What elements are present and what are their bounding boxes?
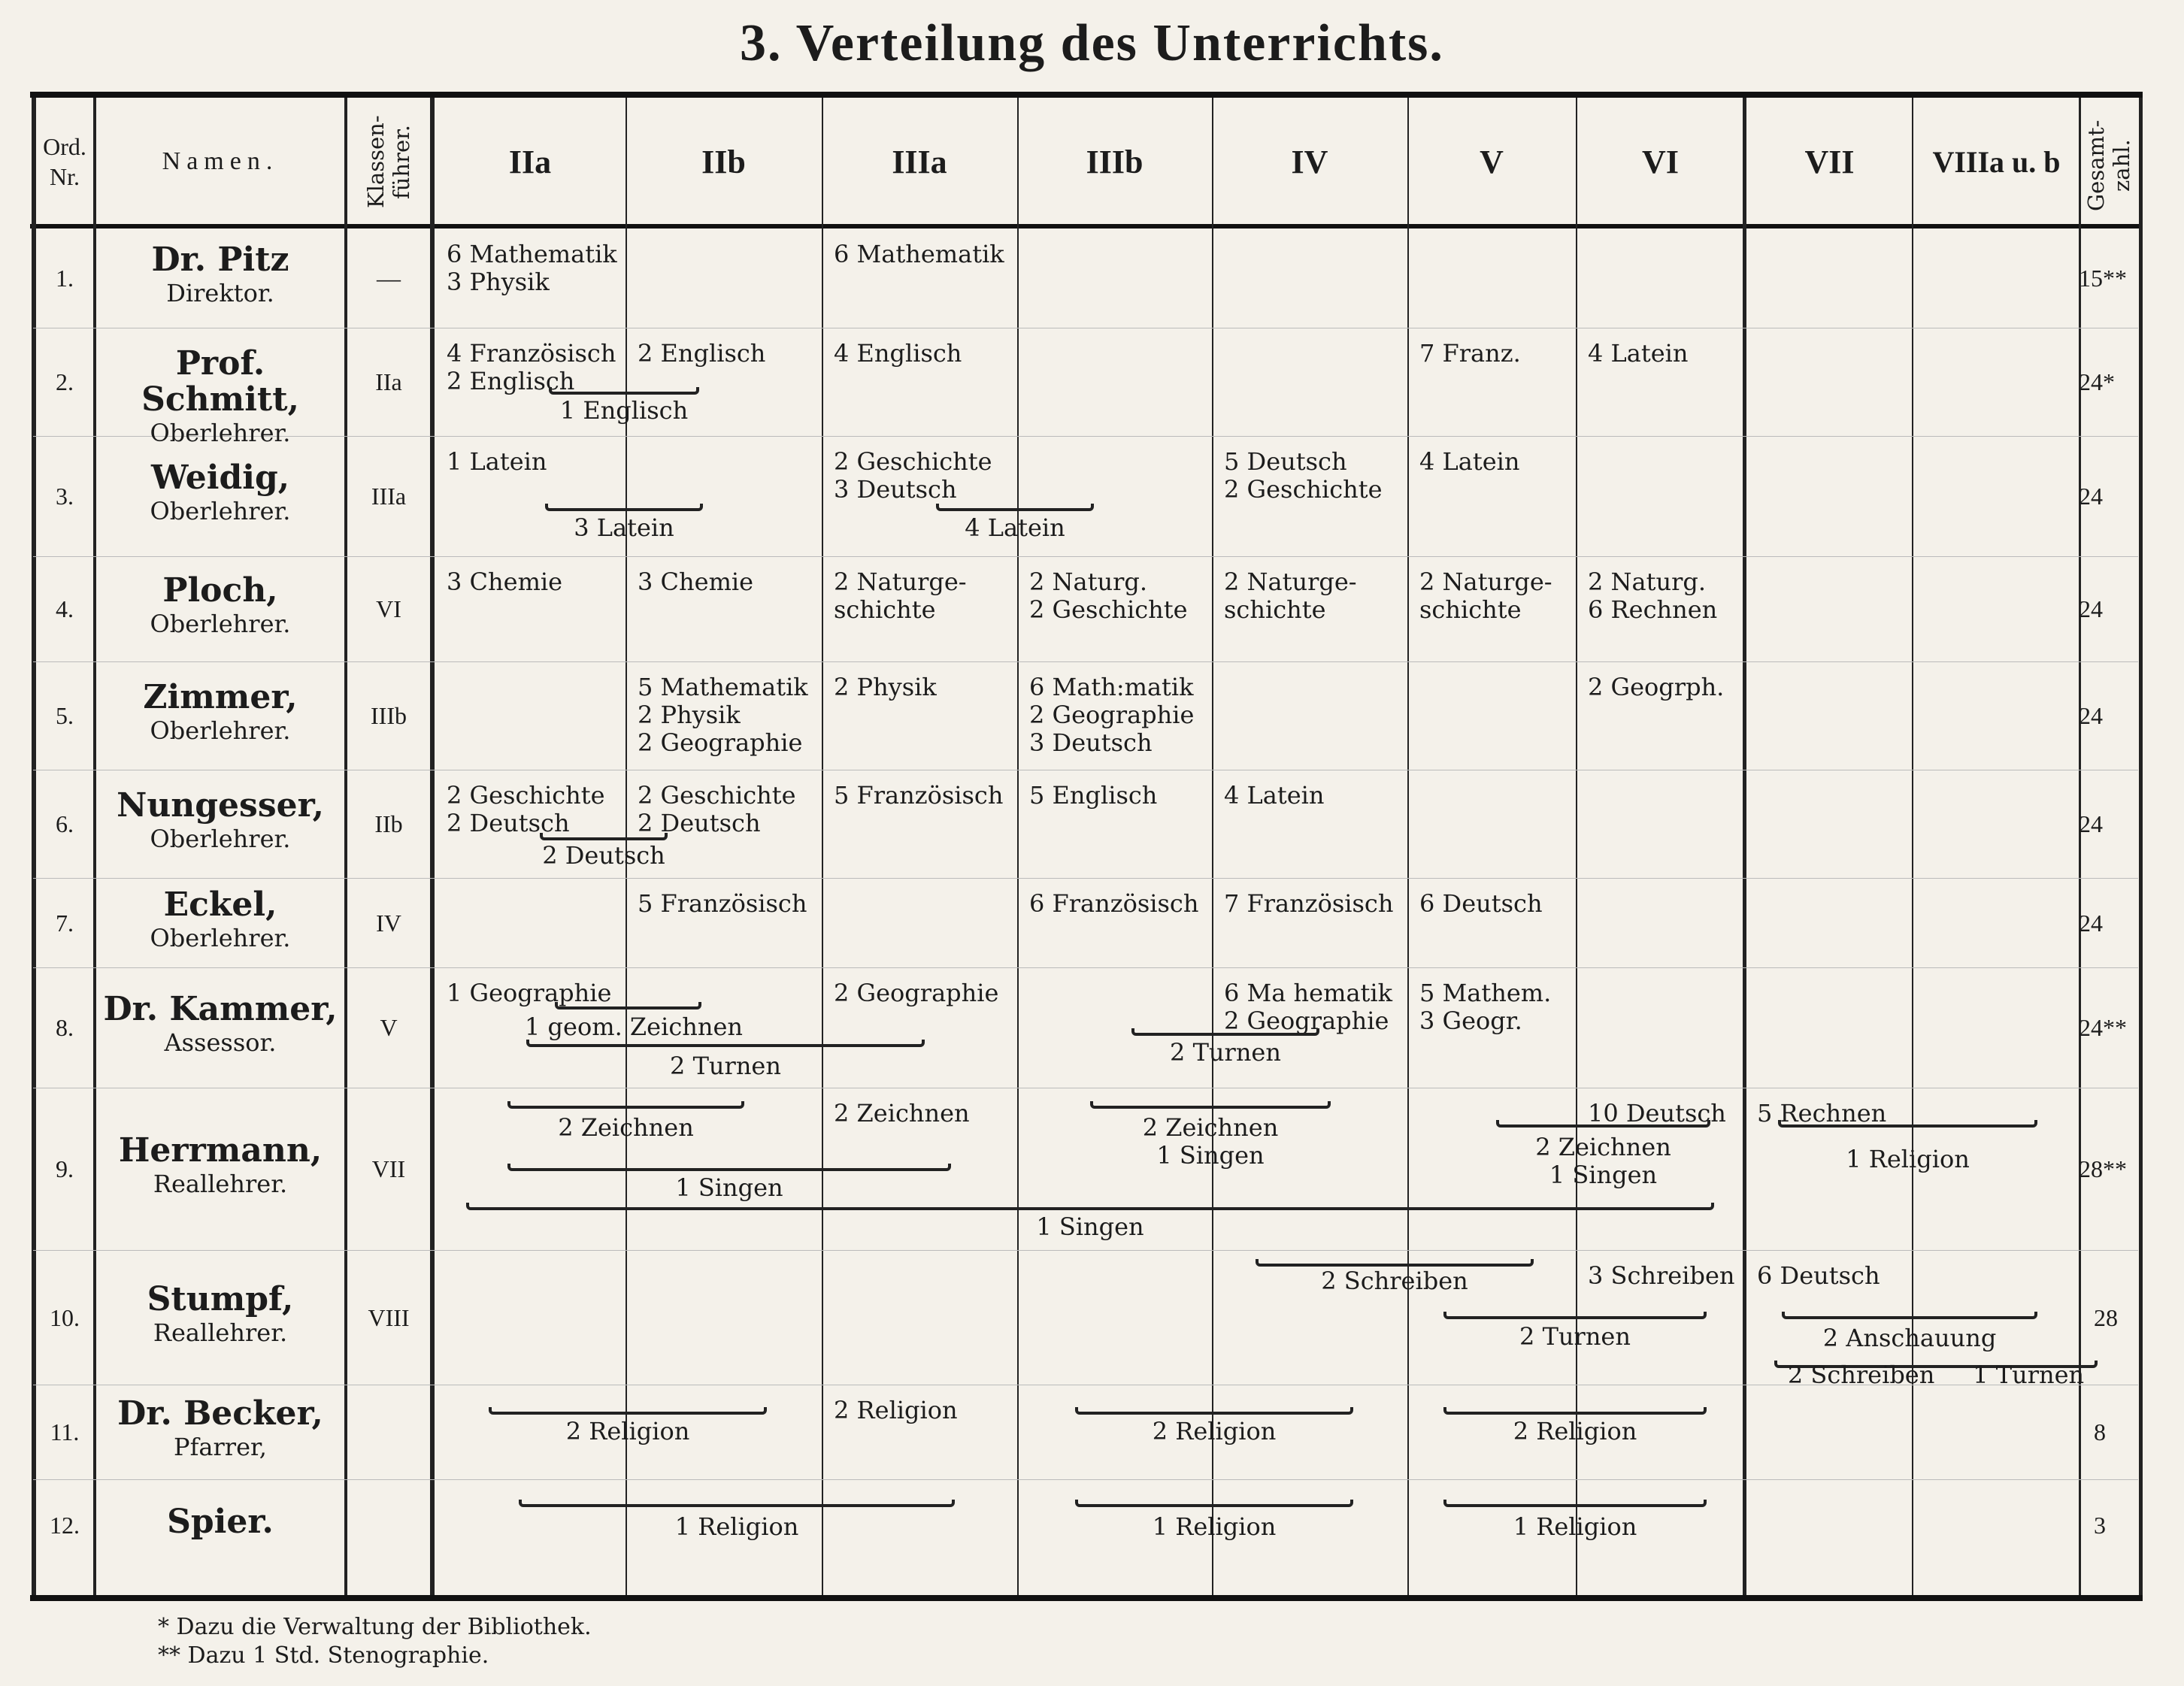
klassenfuehrer-value: IIa (375, 368, 402, 395)
klassenfuehrer-value: IV (376, 909, 401, 937)
row-divider (33, 556, 2138, 557)
lesson-cell: 6 Ma hematik 2 Geographie (1224, 979, 1392, 1035)
row-number: 3. (56, 483, 74, 510)
header-ord-nr: Ord. Nr. (43, 133, 86, 190)
lesson-cell: 4 Französisch 2 Englisch (447, 340, 616, 395)
shared-lesson-label: 2 Religion (1152, 1417, 1277, 1445)
shared-lesson-bracket (1075, 1407, 1353, 1415)
row-number: 8. (56, 1014, 74, 1041)
shared-lesson-label: 1 Singen (675, 1173, 783, 1202)
shared-lesson-label: 1 Religion (1513, 1512, 1637, 1541)
shared-lesson-bracket (1256, 1259, 1534, 1267)
table-bottom-rule (30, 1595, 2143, 1601)
row-number: 5. (56, 702, 74, 729)
lesson-cell: 3 Chemie (638, 568, 754, 596)
shared-lesson-label: 2 Anschauung (1822, 1324, 1997, 1352)
column-divider (32, 98, 36, 1595)
lesson-cell: 2 Geogrph. (1588, 673, 1725, 701)
shared-lesson-label: 2 Deutsch (542, 841, 665, 870)
teacher-name-block (96, 1504, 344, 1540)
lesson-cell: 4 Latein (1588, 340, 1689, 368)
footnote-2: ** Dazu 1 Std. Stenographie. (158, 1642, 489, 1669)
row-divider (33, 436, 2138, 437)
column-divider (1017, 98, 1019, 1595)
total-hours: 8 (2094, 1418, 2106, 1445)
shared-lesson-label: 2 Religion (565, 1417, 690, 1445)
lesson-cell: 2 Naturge- schichte (1419, 568, 1552, 624)
column-divider (430, 98, 435, 1595)
column-divider (344, 98, 347, 1595)
header-class-iiia: IIIa (892, 143, 947, 180)
klassenfuehrer-value: V (380, 1014, 398, 1041)
lesson-cell: 6 Mathematik 3 Physik (447, 241, 617, 296)
teacher-name: Stumpf, (147, 1279, 294, 1318)
teacher-name: Herrmann, (118, 1131, 323, 1170)
lesson-cell: 2 Naturg. 6 Rechnen (1588, 568, 1718, 624)
klassenfuehrer-value: VIII (368, 1303, 410, 1331)
teacher-name: Prof. Schmitt, (141, 344, 299, 419)
column-divider (1212, 98, 1213, 1595)
shared-lesson-bracket (1090, 1101, 1331, 1109)
teacher-rank: Reallehrer. (153, 1170, 288, 1198)
teacher-name: Dr. Pitz (151, 241, 289, 279)
shared-lesson-label: 2 Schreiben 1 Turnen (1787, 1361, 2085, 1389)
shared-lesson-bracket (555, 1002, 701, 1009)
shared-lesson-label: 3 Latein (574, 513, 674, 542)
teacher-name-block (96, 1396, 344, 1462)
lesson-cell: 10 Deutsch (1588, 1100, 1726, 1128)
shared-lesson-bracket (549, 387, 699, 395)
lesson-cell: 2 Naturge- schichte (1224, 568, 1357, 624)
teacher-name: Nungesser, (117, 786, 324, 825)
teacher-name-block (96, 242, 344, 308)
teacher-rank: Assessor. (164, 1028, 277, 1057)
teacher-name: Weidig, (150, 459, 290, 497)
table-top-rule (30, 92, 2143, 98)
header-class-iia: IIa (508, 143, 552, 180)
shared-lesson-bracket (1782, 1312, 2037, 1319)
header-class-viiiaub: VIIIa u. b (1932, 144, 2061, 179)
shared-lesson-label: 1 Singen (1036, 1212, 1144, 1241)
shared-lesson-bracket (507, 1164, 951, 1171)
total-hours: 28** (2079, 1155, 2127, 1182)
lesson-cell: 2 Geschichte 2 Deutsch (447, 782, 605, 837)
teacher-name: Zimmer, (143, 678, 298, 716)
shared-lesson-bracket (507, 1101, 744, 1109)
row-number: 4. (56, 595, 74, 622)
lesson-cell: 5 Französisch (638, 890, 807, 918)
lesson-cell: 6 Mathematik (834, 241, 1004, 268)
lesson-cell: 7 Französisch (1224, 890, 1394, 918)
shared-lesson-label: 1 geom. Zeichnen (525, 1013, 743, 1041)
lesson-cell: 5 Mathem. 3 Geogr. (1419, 979, 1552, 1035)
total-hours: 24 (2079, 909, 2103, 937)
shared-lesson-bracket (526, 1040, 925, 1047)
lesson-cell: 6 Deutsch (1419, 890, 1543, 918)
shared-lesson-label: 1 Religion (674, 1512, 799, 1541)
total-hours: 3 (2094, 1512, 2106, 1539)
shared-lesson-bracket (1496, 1120, 1710, 1128)
teacher-name-block (96, 788, 344, 854)
header-class-vii: VII (1804, 143, 1855, 180)
shared-lesson-bracket (540, 833, 668, 840)
teacher-name: Spier. (167, 1503, 274, 1541)
lesson-cell: 1 Latein (447, 448, 547, 476)
header-class-iiib: IIIb (1086, 143, 1143, 180)
teacher-name-block (96, 573, 344, 639)
lesson-cell: 3 Chemie (447, 568, 563, 596)
klassenfuehrer-value: VI (376, 595, 401, 622)
teacher-name-block (96, 991, 344, 1058)
shared-lesson-label: 2 Turnen (1170, 1038, 1281, 1067)
shared-lesson-label: 2 Zeichnen (558, 1113, 694, 1142)
teacher-name: Ploch, (162, 571, 278, 610)
shared-lesson-bracket (1443, 1500, 1707, 1507)
lesson-cell: 3 Schreiben (1588, 1262, 1735, 1290)
shared-lesson-bracket (1443, 1312, 1707, 1319)
header-class-iv: IV (1291, 143, 1328, 180)
shared-lesson-bracket (1075, 1500, 1353, 1507)
page-title: 3. Verteilung des Unterrichts. (740, 14, 1444, 72)
row-divider (33, 1250, 2138, 1251)
teacher-rank: Oberlehrer. (150, 419, 291, 447)
column-divider (2139, 98, 2143, 1595)
row-number: 7. (56, 909, 74, 937)
shared-lesson-bracket (1131, 1028, 1319, 1036)
teacher-rank: Direktor. (166, 279, 274, 307)
total-hours: 24 (2079, 702, 2103, 729)
total-hours: 24* (2079, 368, 2115, 395)
klassenfuehrer-value: IIb (374, 810, 403, 837)
shared-lesson-label: 2 Zeichnen 1 Singen (1142, 1113, 1279, 1170)
header-namen: Namen. (162, 147, 279, 175)
total-hours: 15** (2079, 265, 2127, 292)
header-class-vi: VI (1642, 143, 1679, 180)
header-klassenfuehrer: Klassen- führer. (363, 115, 414, 208)
shared-lesson-bracket (519, 1500, 955, 1507)
lesson-cell: 2 Geographie (834, 979, 999, 1007)
lesson-cell: 5 Englisch (1029, 782, 1158, 810)
teacher-name: Eckel, (163, 885, 277, 924)
teacher-name: Dr. Kammer, (103, 990, 338, 1028)
lesson-cell: 5 Mathematik 2 Physik 2 Geographie (638, 673, 808, 757)
klassenfuehrer-value: IIIb (371, 702, 407, 729)
teacher-rank: Oberlehrer. (150, 610, 291, 638)
lesson-cell: 6 Deutsch (1757, 1262, 1880, 1290)
total-hours: 24 (2079, 483, 2103, 510)
lesson-cell: 5 Deutsch 2 Geschichte (1224, 448, 1383, 504)
shared-lesson-bracket (1443, 1407, 1707, 1415)
row-divider (33, 878, 2138, 879)
teacher-name-block (96, 1279, 344, 1348)
teacher-name-block (96, 1133, 344, 1199)
total-hours: 24** (2079, 1014, 2127, 1041)
row-number: 11. (50, 1418, 80, 1445)
lesson-cell: 4 Latein (1224, 782, 1325, 810)
header-class-iib: IIb (701, 143, 746, 180)
shared-lesson-bracket (545, 504, 703, 511)
shared-lesson-label: 1 Religion (1152, 1512, 1277, 1541)
row-number: 2. (56, 368, 74, 395)
lesson-cell: 2 Englisch (638, 340, 766, 368)
column-divider (822, 98, 823, 1595)
teacher-name-block (96, 346, 344, 448)
total-hours: 28 (2094, 1303, 2118, 1331)
teacher-rank: Oberlehrer. (150, 497, 291, 525)
lesson-cell: 5 Rechnen (1757, 1100, 1887, 1128)
shared-lesson-bracket (489, 1407, 767, 1415)
teacher-name-block (96, 460, 344, 526)
lesson-cell: 4 Latein (1419, 448, 1520, 476)
header-class-v: V (1480, 143, 1504, 180)
row-divider (33, 661, 2138, 662)
teacher-name-block (96, 887, 344, 953)
lesson-cell: 2 Naturg. 2 Geschichte (1029, 568, 1188, 624)
row-number: 9. (56, 1155, 74, 1182)
lesson-cell: 5 Französisch (834, 782, 1004, 810)
klassenfuehrer-value: — (377, 265, 401, 292)
row-number: 1. (56, 265, 74, 292)
lesson-cell: 1 Geographie (447, 979, 612, 1007)
lesson-cell: 4 Englisch (834, 340, 962, 368)
row-number: 12. (50, 1512, 80, 1539)
klassenfuehrer-value: VII (371, 1155, 406, 1182)
teacher-name: Dr. Becker, (117, 1394, 323, 1433)
teacher-rank: Oberlehrer. (150, 716, 291, 745)
shared-lesson-label: 2 Turnen (670, 1052, 781, 1080)
lesson-cell: 2 Zeichnen (834, 1100, 970, 1128)
lesson-cell: 2 Religion (834, 1397, 958, 1424)
total-hours: 24 (2079, 810, 2103, 837)
shared-lesson-label: 2 Schreiben (1321, 1267, 1468, 1295)
lesson-cell: 7 Franz. (1419, 340, 1521, 368)
row-divider (33, 967, 2138, 968)
lesson-cell: 2 Geschichte 2 Deutsch (638, 782, 796, 837)
teacher-rank: Oberlehrer. (150, 825, 291, 853)
teacher-name-block (96, 680, 344, 746)
shared-lesson-bracket (1778, 1120, 2037, 1128)
teacher-rank: Oberlehrer. (150, 923, 291, 952)
shared-lesson-bracket (936, 504, 1094, 511)
header-gesamtzahl: Gesamt- zahl. (2083, 120, 2134, 211)
shared-lesson-label: 2 Zeichnen 1 Singen (1535, 1133, 1671, 1189)
shared-lesson-label: 1 Englisch (559, 396, 689, 425)
lesson-cell: 2 Physik (834, 673, 937, 701)
row-number: 6. (56, 810, 74, 837)
shared-lesson-label: 1 Religion (1846, 1145, 1970, 1173)
column-divider (1576, 98, 1577, 1595)
shared-lesson-label: 2 Turnen (1519, 1322, 1631, 1351)
total-hours: 24 (2079, 595, 2103, 622)
footnote-1: * Dazu die Verwaltung der Bibliothek. (158, 1614, 592, 1640)
row-divider (33, 1479, 2138, 1480)
column-divider (1407, 98, 1409, 1595)
teacher-rank: Reallehrer. (153, 1318, 288, 1347)
lesson-cell: 6 Französisch (1029, 890, 1199, 918)
lesson-cell: 2 Naturge- schichte (834, 568, 967, 624)
shared-lesson-label: 2 Religion (1513, 1417, 1637, 1445)
row-number: 10. (50, 1303, 80, 1331)
lesson-cell: 2 Geschichte 3 Deutsch (834, 448, 992, 504)
teacher-rank: Pfarrer, (174, 1433, 267, 1461)
shared-lesson-bracket (466, 1203, 1714, 1210)
klassenfuehrer-value: IIIa (371, 483, 407, 510)
lesson-cell: 6 Math:matik 2 Geographie 3 Deutsch (1029, 673, 1195, 757)
shared-lesson-label: 4 Latein (965, 513, 1065, 542)
